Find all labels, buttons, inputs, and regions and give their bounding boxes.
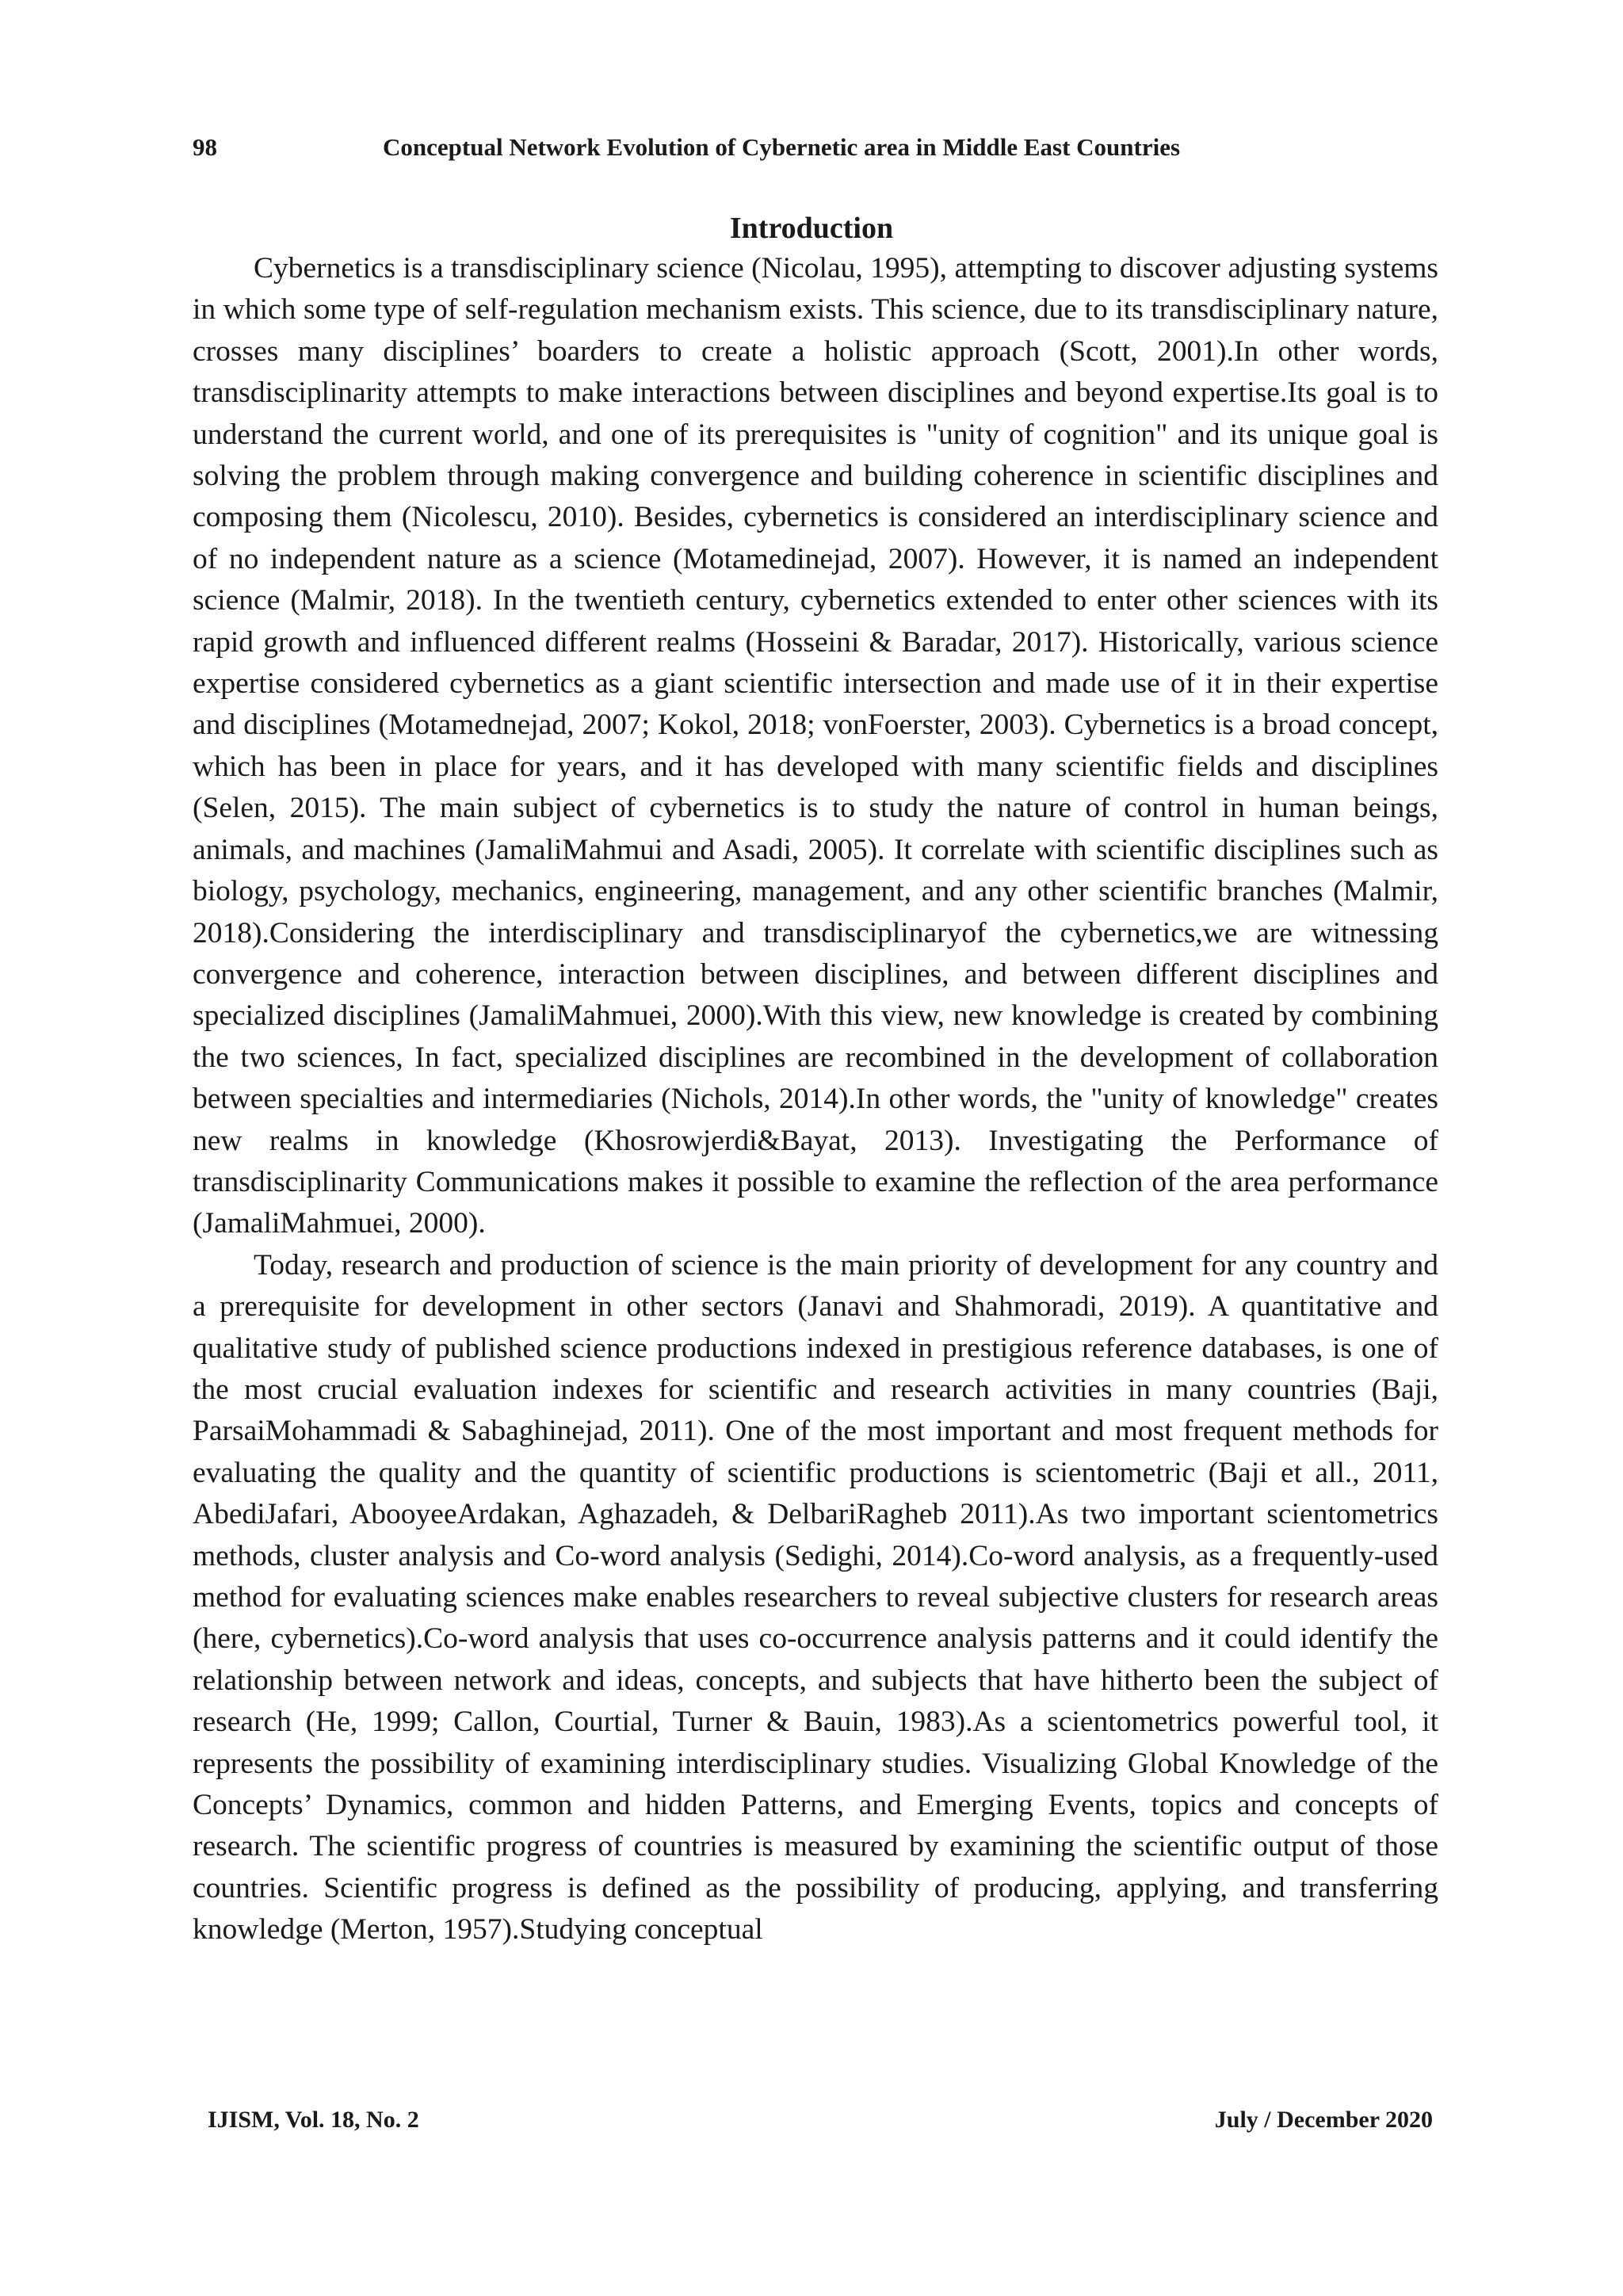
running-title: Conceptual Network Evolution of Cybernetic area in Middle East Countries	[383, 133, 1181, 161]
body-text	[193, 248, 1438, 1951]
paragraph-1: Cybernetics is a transdisciplinary science (Nicolau, 1995), attempting to discover adjusting systems in which some type of self-regulation mechanism exists. This science, due to its transdisciplinary nature, crosses many disciplines’ boarders to create a holistic approach (Scott, 2001).In other words, transdisciplinarity attempts to make interactions between disciplines and beyond expertise.Its goal is to understand the current world, and one of its prerequisites is "unity of cognition" and its unique goal is solving the problem through making convergence and building coherence in scientific disciplines and composing them (Nicolescu, 2010). Besides, cybernetics is considered an interdisciplinary science and of no independent nature as a science (Motamedinejad, 2007). However, it is named an independent science (Malmir, 2018). In the twentieth century, cybernetics extended to enter other sciences with its rapid growth and influenced different realms (Hosseini & Baradar, 2017). Historically, various science expertise considered cybernetics as a giant scientific intersection and made use of it in their expertise and disciplines (Motamednejad, 2007; Kokol, 2018; vonFoerster, 2003). Cybernetics is a broad concept, which has been in place for years, and it has developed with many scientific fields and disciplines (Selen, 2015). The main subject of cybernetics is to study the nature of control in human beings, animals, and machines (JamaliMahmui and Asadi, 2005). It correlate with scientific disciplines such as biology, psychology, mechanics, engineering, management, and any other scientific branches (Malmir, 2018).Considering the interdisciplinary and transdisciplinaryof the cybernetics,we are witnessing convergence and coherence, interaction between disciplines, and between different disciplines and specialized disciplines (JamaliMahmuei, 2000).With this view, new knowledge is created by combining the two sciences, In fact, specialized disciplines are recombined in the development of collaboration between specialties and intermediaries (Nichols, 2014).In other words, the "unity of knowledge" creates new realms in knowledge (Khosrowjerdi&Bayat, 2013). Investigating the Performance of transdisciplinarity Communications makes it possible to examine the reflection of the area performance (JamaliMahmuei, 2000).	[193, 252, 1438, 1240]
paragraph-2: Today, research and production of science is the main priority of development for any country and a prerequisite for development in other sectors (Janavi and Shahmoradi, 2019). A quantitative and qualitative study of published science productions indexed in prestigious reference databases, is one of the most crucial evaluation indexes for scientific and research activities in many countries (Baji, ParsaiMohammadi & Sabaghinejad, 2011). One of the most important and most frequent methods for evaluating the quality and the quantity of scientific productions is scientometric (Baji et all., 2011, AbediJafari, AbooyeeArdakan, Aghazadeh, & DelbariRagheb 2011).As two important scientometrics methods, cluster analysis and Co-word analysis (Sedighi, 2014).Co-word analysis, as a frequently-used method for evaluating sciences make enables researchers to reveal subjective clusters for research areas (here, cybernetics).Co-word analysis that uses co-occurrence analysis patterns and it could identify the relationship between network and ideas, concepts, and subjects that have hitherto been the subject of research (He, 1999; Callon, Courtial, Turner & Bauin, 1983).As a scientometrics powerful tool, it represents the possibility of examining interdisciplinary studies. Visualizing Global Knowledge of the Concepts’ Dynamics, common and hidden Patterns, and Emerging Events, topics and concepts of research. The scientific progress of countries is measured by examining the scientific output of those countries. Scientific progress is defined as the possibility of producing, applying, and transferring knowledge (Merton, 1957).Studying conceptual	[193, 1248, 1438, 1946]
footer-date: July / December 2020	[1214, 2107, 1433, 2133]
footer-journal: IJISM, Vol. 18, No. 2	[208, 2107, 419, 2133]
page-number: 98	[193, 133, 217, 161]
section-heading: Introduction	[729, 212, 894, 245]
